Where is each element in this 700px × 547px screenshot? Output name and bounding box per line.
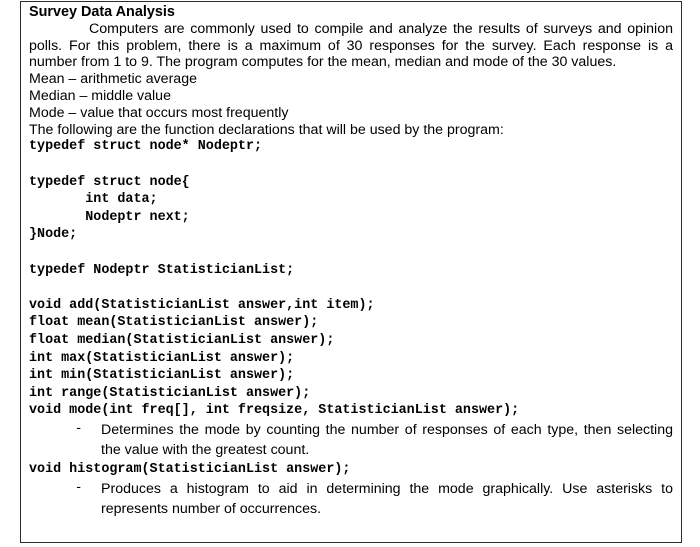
definition-mode: Mode – value that occurs most frequently [29,104,289,121]
bullet-dash: - [76,478,81,495]
histogram-note [29,479,673,520]
function-max: int max(StatisticianList answer); [29,350,295,366]
mode-note-text: Determines the mode by counting the number of responses of each type, then selecting the value with the greatest count. [101,421,673,459]
document-title: Survey Data Analysis [29,4,175,20]
declarations-intro: The following are the function declarations that will be used by the program: [29,121,504,138]
struct-line-1: typedef struct node{ [29,174,190,190]
definition-mean: Mean – arithmetic average [29,71,197,88]
function-median: float median(StatisticianList answer); [29,332,335,348]
function-mode: void mode(int freq[], int freqsize, StatisticianList answer); [29,403,520,419]
struct-line-4: }Node; [29,227,78,243]
definition-median: Median – middle value [29,87,171,104]
histogram-note-text: Produces a histogram to aid in determining the mode graphically. Use asterisks to represents number of occurrences. [101,480,673,518]
struct-line-2: int data; [29,192,158,208]
document-box [20,1,682,543]
struct-line-3: Nodeptr next; [29,209,190,225]
function-histogram: void histogram(StatisticianList answer); [29,462,351,478]
function-range: int range(StatisticianList answer); [29,385,311,401]
intro-paragraph: Computers are commonly used to compile and analyze the results of surveys and opinion polls. For this problem, there is a maximum of 30 responses for the survey. Each response is a number from 1 to 9. The program computes for the mean, median and mode of the 30 values. [29,20,673,71]
function-min: int min(StatisticianList answer); [29,368,295,384]
function-mean: float mean(StatisticianList answer); [29,315,319,331]
function-add: void add(StatisticianList answer,int item); [29,297,375,313]
typedef-nodeptr: typedef struct node* Nodeptr; [29,139,263,155]
typedef-statisticianlist: typedef Nodeptr StatisticianList; [29,262,295,278]
mode-note [29,420,673,461]
bullet-dash: - [76,419,81,436]
